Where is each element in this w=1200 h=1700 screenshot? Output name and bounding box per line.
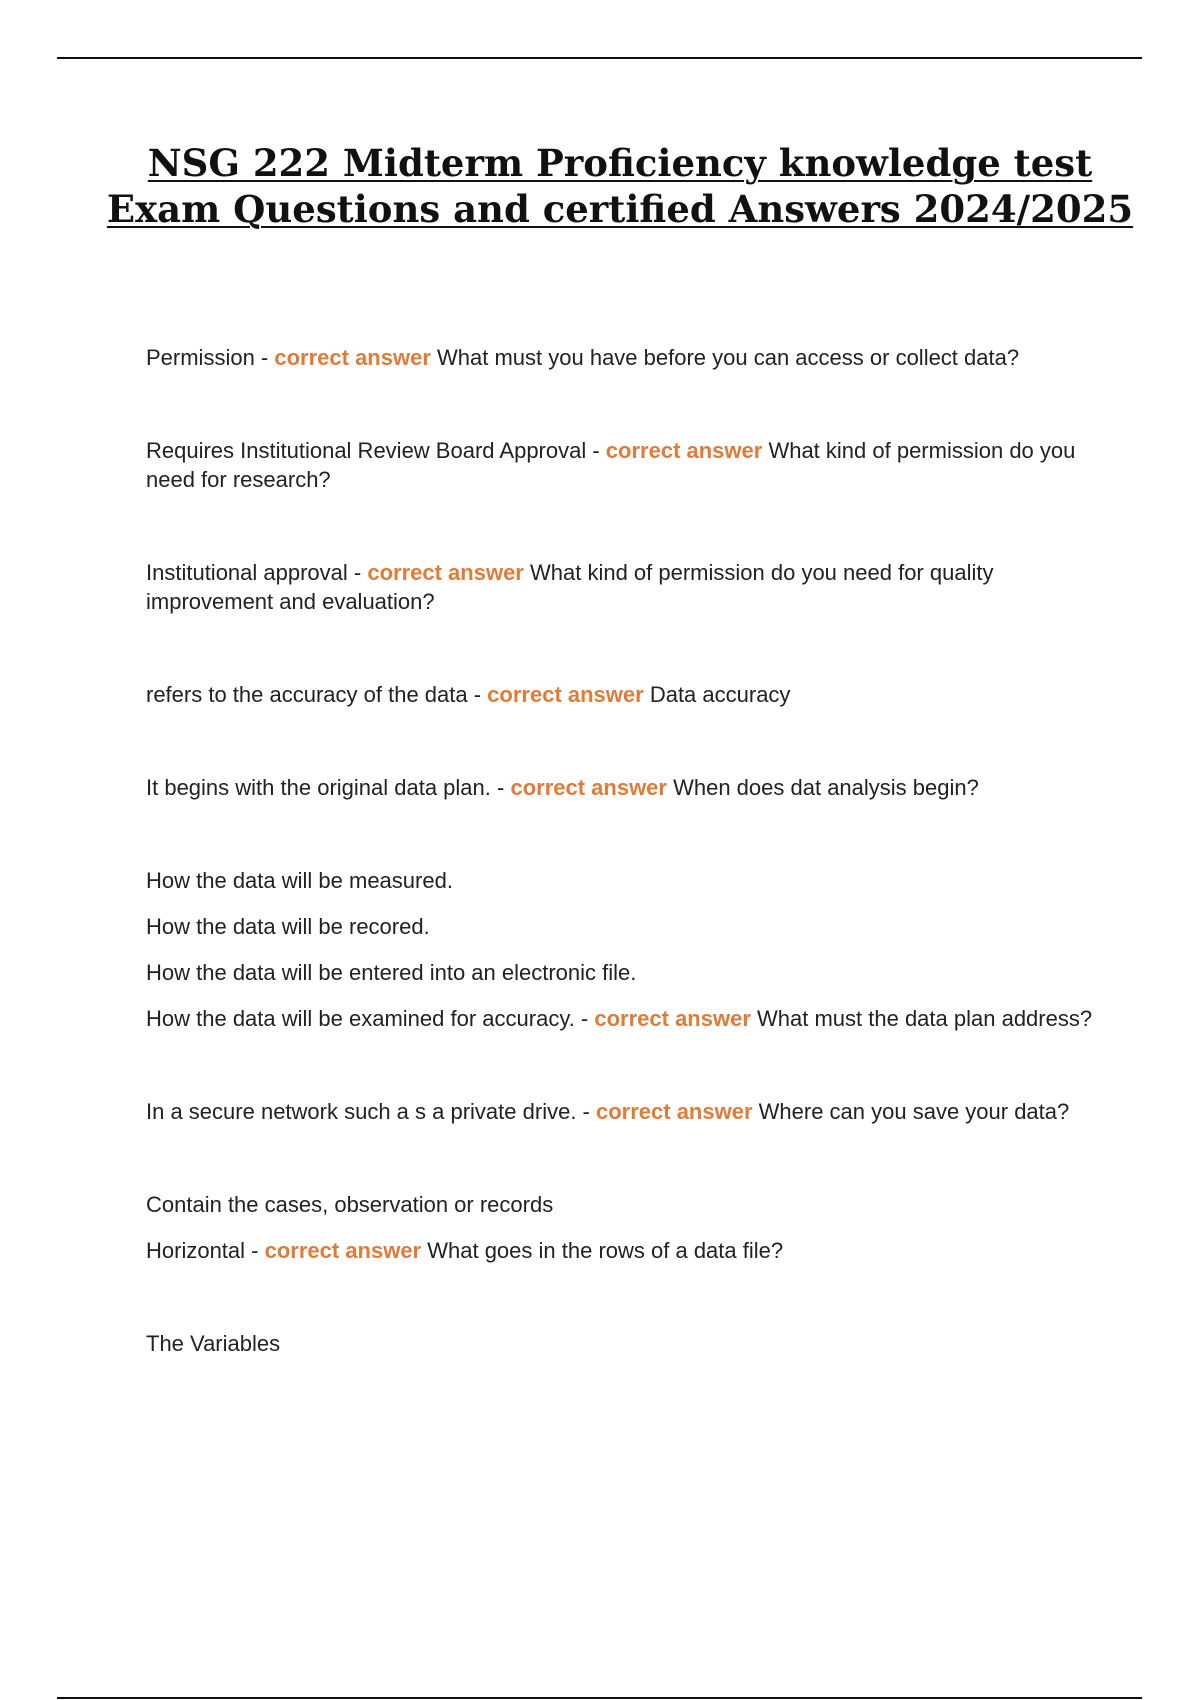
correct-answer-label: correct answer [487, 682, 644, 707]
question-text: What must the data plan address? [750, 1006, 1093, 1031]
correct-answer-label: correct answer [605, 438, 763, 463]
qa-item [146, 1236, 1096, 1265]
data-plan-line: How the data will be recored. [146, 914, 430, 939]
question-text: What must you have before you can access or collect data? [430, 345, 1020, 370]
qa-item [146, 773, 1096, 802]
answer-text: Requires Institutional Review Board Approval - [146, 438, 606, 463]
document-title: NSG 222 Midterm Proficiency knowledge test Exam Questions and certified Answers 2024/2025 [106, 141, 1134, 231]
question-text: What kind of permission do you need for research? [146, 438, 1076, 492]
answer-text: Horizontal - [146, 1238, 265, 1263]
qa-item [146, 436, 1096, 494]
answer-text: How the data will be examined for accuracy. - [146, 1006, 595, 1031]
qa-item [146, 680, 1096, 709]
question-text: What kind of permission do you need for quality improvement and evaluation? [146, 560, 994, 614]
qa-item [146, 1097, 1096, 1126]
answer-text: In a secure network such a s a private drive. - [146, 1099, 596, 1124]
answer-text: Permission - [146, 345, 275, 370]
question-text: Data accuracy [643, 682, 791, 707]
qa-item [146, 1004, 1096, 1033]
qa-list [146, 343, 1096, 1375]
answer-text: Institutional approval - [146, 560, 368, 585]
rows-line: Contain the cases, observation or records [146, 1192, 554, 1217]
answer-text: refers to the accuracy of the data - [146, 682, 488, 707]
question-text: Where can you save your data? [752, 1099, 1070, 1124]
trailing-text: The Variables [146, 1331, 281, 1356]
data-plan-line: How the data will be measured. [146, 868, 453, 893]
correct-answer-label: correct answer [510, 775, 667, 800]
top-rule [57, 57, 1142, 59]
correct-answer-label: correct answer [594, 1006, 751, 1031]
data-plan-line: How the data will be entered into an electronic file. [146, 960, 637, 985]
answer-text: It begins with the original data plan. - [146, 775, 511, 800]
question-text: When does dat analysis begin? [666, 775, 979, 800]
bottom-rule [57, 1697, 1142, 1699]
qa-item [146, 558, 1096, 616]
question-text: What goes in the rows of a data file? [421, 1238, 784, 1263]
correct-answer-label: correct answer [274, 345, 431, 370]
correct-answer-label: correct answer [367, 560, 524, 585]
qa-item [146, 343, 1096, 372]
correct-answer-label: correct answer [595, 1099, 753, 1124]
correct-answer-label: correct answer [264, 1238, 422, 1263]
